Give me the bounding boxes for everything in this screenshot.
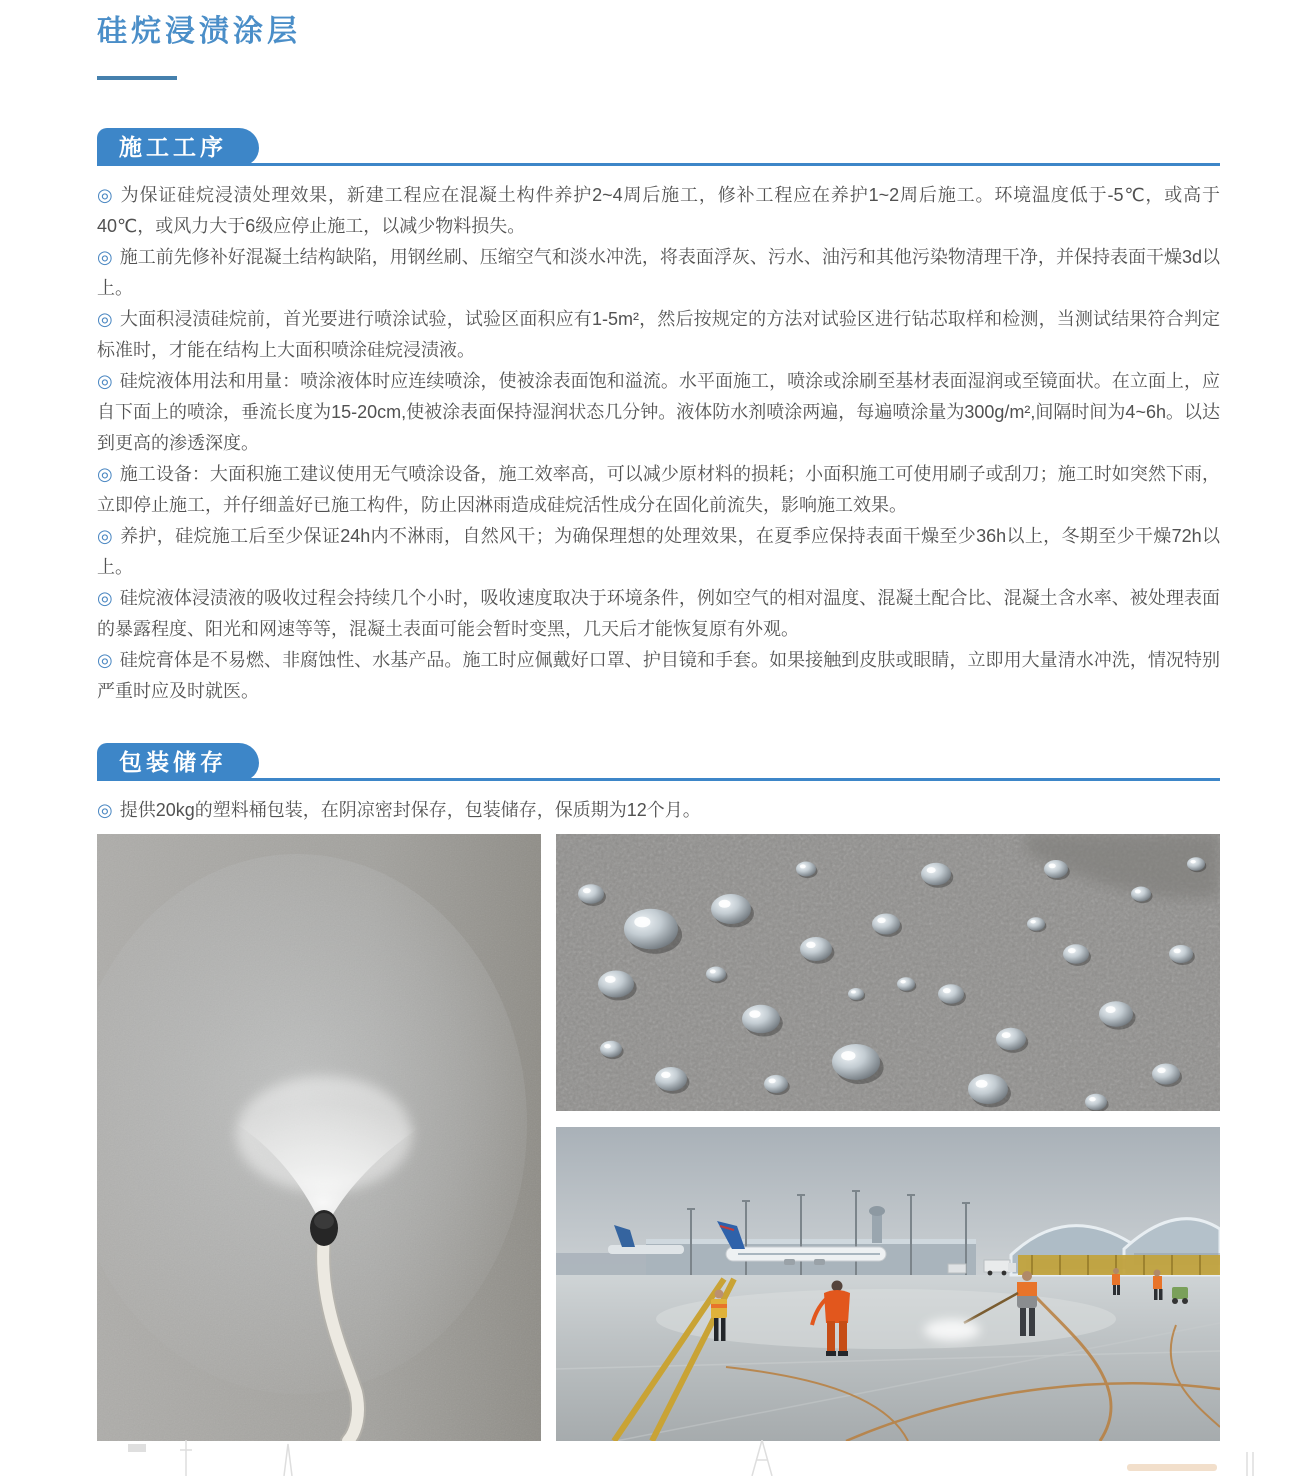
section-underline bbox=[97, 163, 1220, 166]
bullet-circle-icon: ◎ bbox=[97, 464, 113, 484]
bullet-item bbox=[97, 366, 1220, 459]
bullet-text: 硅烷膏体是不易燃、非腐蚀性、水基产品。施工时应佩戴好口罩、护目镜和手套。如果接触到皮肤或眼睛，立即用大量清水冲洗，情况特别严重时应及时就医。 bbox=[97, 650, 1220, 701]
photo-grid bbox=[97, 834, 1220, 1441]
bullet-text: 为保证硅烷浸渍处理效果，新建工程应在混凝土构件养护2~4周后施工，修补工程应在养护1~2周后施工。环境温度低于-5℃，或高于40℃，或风力大于6级应停止施工，以减少物料损失。 bbox=[97, 185, 1220, 236]
section-packaging-bullets bbox=[97, 795, 1220, 826]
section-header-construction bbox=[97, 128, 1220, 166]
photo-silane-spray-on-wall bbox=[97, 834, 541, 1441]
wet-concrete-texture bbox=[556, 834, 1220, 1111]
bullet-circle-icon: ◎ bbox=[97, 588, 113, 608]
section-badge: 包装储存 bbox=[97, 743, 259, 781]
section-construction-bullets bbox=[97, 180, 1220, 707]
bullet-circle-icon: ◎ bbox=[97, 800, 113, 820]
section-badge: 施工工序 bbox=[97, 128, 259, 166]
bullet-text: 养护，硅烷施工后至少保证24h内不淋雨，自然风干；为确保理想的处理效果，在夏季应保持表面干燥至少36h以上，冬期至少干燥72h以上。 bbox=[97, 526, 1220, 577]
bottom-watermark-strip bbox=[0, 1440, 1290, 1476]
bullet-item bbox=[97, 180, 1220, 242]
bullet-item bbox=[97, 795, 1220, 826]
section-underline bbox=[97, 778, 1220, 781]
bullet-circle-icon: ◎ bbox=[97, 526, 114, 546]
bullet-item bbox=[97, 304, 1220, 366]
bullet-circle-icon: ◎ bbox=[97, 247, 113, 267]
photo-airport-apron-application bbox=[556, 1127, 1220, 1441]
bullet-text: 施工设备：大面积施工建议使用无气喷涂设备，施工效率高，可以减少原材料的损耗；小面积施工可使用刷子或刮刀；施工时如突然下雨，立即停止施工，并仔细盖好已施工构件，防止因淋雨造成硅烷活性成分在固化前流失，影响施工效果。 bbox=[97, 464, 1220, 515]
page-content bbox=[97, 0, 1220, 1441]
bullet-text: 施工前先修补好混凝土结构缺陷，用钢丝刷、压缩空气和淡水冲洗，将表面浮灰、污水、油污和其他污染物清理干净，并保持表面干燥3d以上。 bbox=[97, 247, 1220, 298]
bullet-text: 提供20kg的塑料桶包装，在阴凉密封保存，包装储存，保质期为12个月。 bbox=[119, 800, 701, 820]
bullet-circle-icon: ◎ bbox=[97, 650, 113, 670]
bullet-item bbox=[97, 583, 1220, 645]
bullet-circle-icon: ◎ bbox=[97, 371, 113, 391]
section-header-packaging bbox=[97, 743, 1220, 781]
bullet-text: 大面积浸渍硅烷前，首光要进行喷涂试验，试验区面积应有1-5m²，然后按规定的方法对试验区进行钻芯取样和检测，当测试结果符合判定标准时，才能在结构上大面积喷涂硅烷浸渍液。 bbox=[97, 309, 1220, 360]
photo-column-right bbox=[556, 834, 1220, 1441]
construction-fence bbox=[1018, 1255, 1220, 1275]
bullet-item bbox=[97, 459, 1220, 521]
page-title: 硅烷浸渍涂层 bbox=[97, 15, 301, 48]
bullet-circle-icon: ◎ bbox=[97, 309, 113, 329]
bullet-item bbox=[97, 521, 1220, 583]
title-divider bbox=[97, 76, 177, 80]
bullet-text: 硅烷液体用法和用量：喷涂液体时应连续喷涂，使被涂表面饱和溢流。水平面施工，喷涂或涂刷至基材表面湿润或至镜面状。在立面上，应自下面上的喷涂，垂流长度为15-20cm,使被涂表面保持湿润状态几分钟。液体防水剂喷涂两遍，每遍喷涂量为300g/m²,间隔时间为4~6h。以达到更高的渗透深度。 bbox=[97, 371, 1220, 453]
bullet-text: 硅烷液体浸渍液的吸收过程会持续几个小时，吸收速度取决于环境条件，例如空气的相对温度、混凝土配合比、混凝土含水率、被处理表面的暴露程度、阳光和网速等等，混凝土表面可能会暂时变黑，几天后才能恢复原有外观。 bbox=[97, 588, 1220, 639]
bullet-item bbox=[97, 645, 1220, 707]
photo-water-beading-concrete bbox=[556, 834, 1220, 1111]
bullet-item bbox=[97, 242, 1220, 304]
watermark-line-art bbox=[180, 1440, 1253, 1476]
bullet-circle-icon: ◎ bbox=[97, 185, 114, 205]
spray-nozzle bbox=[310, 1210, 338, 1246]
